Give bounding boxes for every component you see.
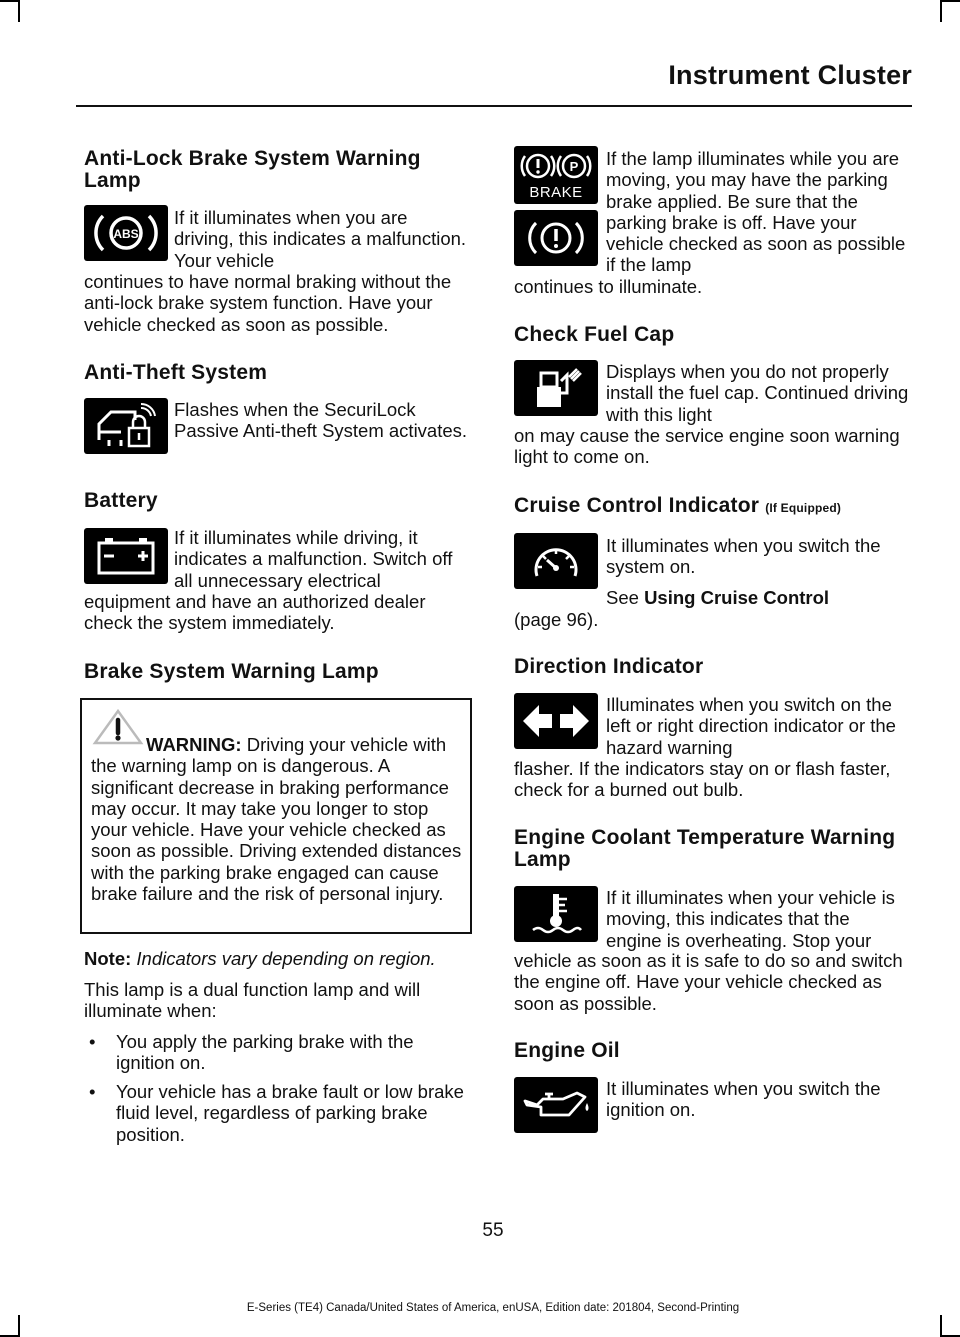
if-equipped-label: (If Equipped)	[765, 501, 842, 515]
warning-body: Driving your vehicle with the warning lamp on is dangerous. A significant decrease in braking performance may occur. It may take you longer to stop your vehicle. Have your vehicle checked as soon as possible. Driving extended distances with the parking brake engaged can cause brake failure and the risk of personal injury.	[91, 734, 462, 905]
brake-intro: This lamp is a dual function lamp and will illuminate when:	[84, 979, 421, 1022]
crop-mark	[0, 0, 18, 2]
bullet-text: You apply the parking brake with the ignition on.	[116, 1031, 414, 1074]
bullet-text: Your vehicle has a brake fault or low brake fluid level, regardless of parking brake position.	[116, 1081, 464, 1145]
see-label: See	[606, 587, 639, 608]
antitheft-heading: Anti-Theft System	[84, 361, 268, 384]
engine-oil-icon	[514, 1077, 598, 1133]
anti-theft-lock-icon	[84, 398, 168, 454]
bullet-dot: •	[89, 1031, 96, 1052]
coolant-text-wrap: If it illuminates when your vehicle is moving, this indicates that the engine is overheating. Stop your	[606, 887, 895, 951]
battery-text: equipment and have an authorized dealer check the system immediately.	[84, 591, 426, 634]
brake-park-warning-icon	[514, 146, 598, 204]
coolant-temp-icon	[514, 886, 598, 942]
coolant-text: vehicle as soon as it is safe to do so and switch the engine off. Have your vehicle checked as soon as possible.	[514, 950, 903, 1014]
cruise-text: It illuminates when you switch the system on.	[606, 535, 881, 578]
page-number: 55	[482, 1220, 504, 1241]
cruise-control-link[interactable]: Using Cruise Control	[644, 587, 830, 608]
coolant-heading: Engine Coolant Temperature Warning Lamp	[514, 826, 896, 871]
crop-mark	[942, 0, 960, 2]
note-label: Note:	[84, 948, 132, 969]
page-title: Instrument Cluster	[668, 60, 912, 90]
fuel-cap-text: on may cause the service engine soon warning light to come on.	[514, 425, 900, 468]
header-rule	[76, 105, 912, 107]
footer-text: E-Series (TE4) Canada/United States of America, enUSA, Edition date: 201804, Second-Printing	[246, 1302, 740, 1314]
crop-mark	[940, 1315, 942, 1337]
crop-mark	[18, 1315, 20, 1337]
note-text: Indicators vary depending on region.	[136, 948, 436, 969]
direction-text-wrap: Illuminates when you switch on the left or right direction indicator or the hazard warning	[606, 694, 896, 758]
direction-text: flasher. If the indicators stay on or flash faster, check for a burned out bulb.	[514, 758, 891, 801]
abs-text: continues to have normal braking without the anti-lock brake system function. Have your vehicle checked as soon as possible.	[84, 271, 452, 335]
oil-heading: Engine Oil	[514, 1039, 620, 1062]
brake-lamp-text-wrap: If the lamp illuminates while you are moving, you may have the parking brake applied. Be sure that the parking brake is off. Have your vehicle checked as soon as possible if the lamp	[606, 148, 906, 276]
list-item	[89, 1031, 472, 1074]
brake-warning-icon	[514, 210, 598, 266]
svg-text:ABS: ABS	[113, 227, 139, 241]
fuel-cap-heading: Check Fuel Cap	[514, 323, 675, 346]
brake-icon-label: BRAKE	[529, 184, 583, 201]
warning-box	[80, 698, 472, 934]
note	[84, 948, 476, 969]
cruise-see	[606, 587, 910, 608]
svg-text:P: P	[569, 159, 579, 174]
warning-text	[91, 734, 469, 904]
oil-text: It illuminates when you switch the ignition on.	[606, 1078, 881, 1121]
brake-lamp-text: continues to illuminate.	[514, 276, 703, 297]
cruise-heading-text: Cruise Control Indicator	[514, 494, 760, 517]
cruise-control-icon	[514, 533, 598, 589]
crop-mark	[940, 0, 942, 22]
bullet-dot: •	[89, 1081, 96, 1102]
direction-heading: Direction Indicator	[514, 655, 704, 678]
crop-mark	[18, 0, 20, 22]
battery-heading: Battery	[84, 489, 158, 512]
abs-heading: Anti-Lock Brake System Warning Lamp	[84, 147, 421, 192]
battery-text-wrap: If it illuminates while driving, it indicates a malfunction. Switch off all unnecessary electrical	[174, 527, 453, 591]
warning-label: WARNING:	[146, 734, 242, 755]
cruise-heading	[514, 495, 841, 519]
battery-icon	[84, 528, 168, 584]
abs-warning-icon	[84, 205, 168, 261]
abs-text-wrap: If it illuminates when you are driving, this indicates a malfunction. Your vehicle	[174, 207, 467, 271]
antitheft-text: Flashes when the SecuriLock Passive Anti-theft System activates.	[174, 399, 468, 442]
fuel-cap-text-wrap: Displays when you do not properly install the fuel cap. Continued driving with this light	[606, 361, 909, 425]
direction-arrows-icon	[514, 693, 598, 749]
fuel-cap-icon	[514, 360, 598, 416]
brake-heading: Brake System Warning Lamp	[84, 660, 379, 683]
cruise-page-ref: (page 96).	[514, 609, 599, 630]
list-item	[89, 1081, 476, 1145]
